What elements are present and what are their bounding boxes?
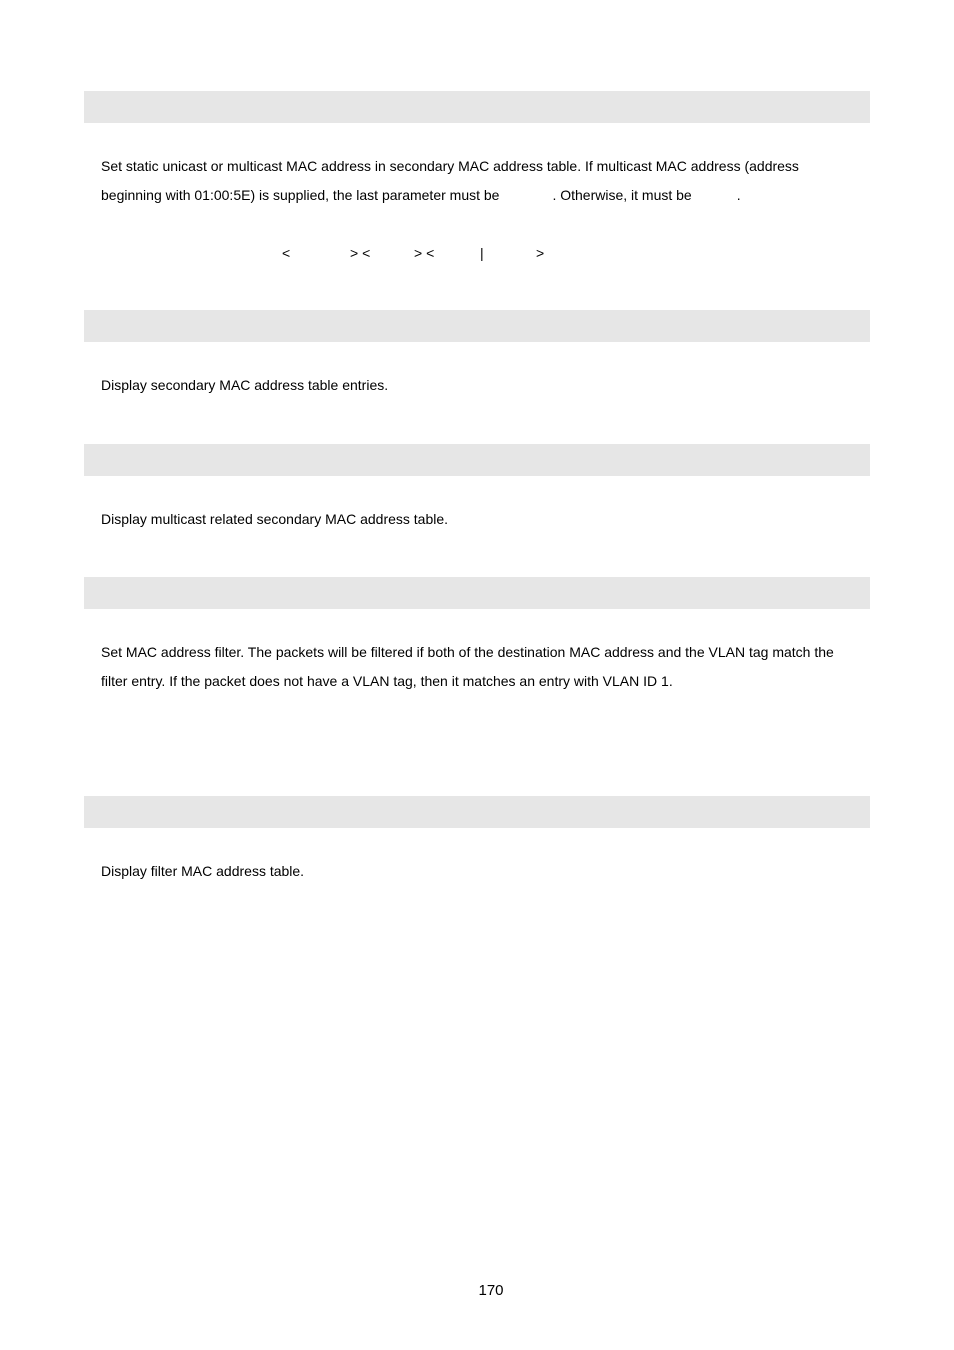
section-header-bar — [84, 444, 870, 476]
description-line: Set MAC address filter. The packets will be filtered if both of the destination MAC address and the VLAN tag match the — [101, 644, 834, 660]
syntax-token: > < — [350, 245, 371, 261]
section-description — [101, 371, 871, 400]
section-description — [101, 638, 871, 696]
description-line — [101, 181, 871, 210]
syntax-token: > — [536, 245, 545, 261]
description-line: filter entry. If the packet does not have a VLAN tag, then it matches an entry with VLAN ID 1. — [101, 673, 673, 689]
section-header-bar — [84, 796, 870, 828]
section-header-bar — [84, 577, 870, 609]
description-text: . Otherwise, it must be — [552, 187, 692, 203]
syntax-token: | — [480, 245, 484, 261]
description-line: Display filter MAC address table. — [101, 863, 305, 879]
section-description — [101, 857, 871, 886]
page-number: 170 — [478, 1282, 504, 1299]
command-syntax — [0, 243, 954, 263]
syntax-token: > < — [414, 245, 435, 261]
syntax-token: < — [282, 245, 291, 261]
description-text: beginning with 01:00:5E) is supplied, the last parameter must be — [101, 187, 500, 203]
description-text: . — [736, 187, 741, 203]
section-description — [101, 152, 871, 210]
description-line: Set static unicast or multicast MAC address in secondary MAC address table. If multicast MAC address (address — [101, 158, 799, 174]
section-header-bar — [84, 310, 870, 342]
section-header-bar — [84, 91, 870, 123]
section-description — [101, 505, 871, 534]
description-line: Display multicast related secondary MAC address table. — [101, 511, 449, 527]
description-line: Display secondary MAC address table entries. — [101, 377, 389, 393]
